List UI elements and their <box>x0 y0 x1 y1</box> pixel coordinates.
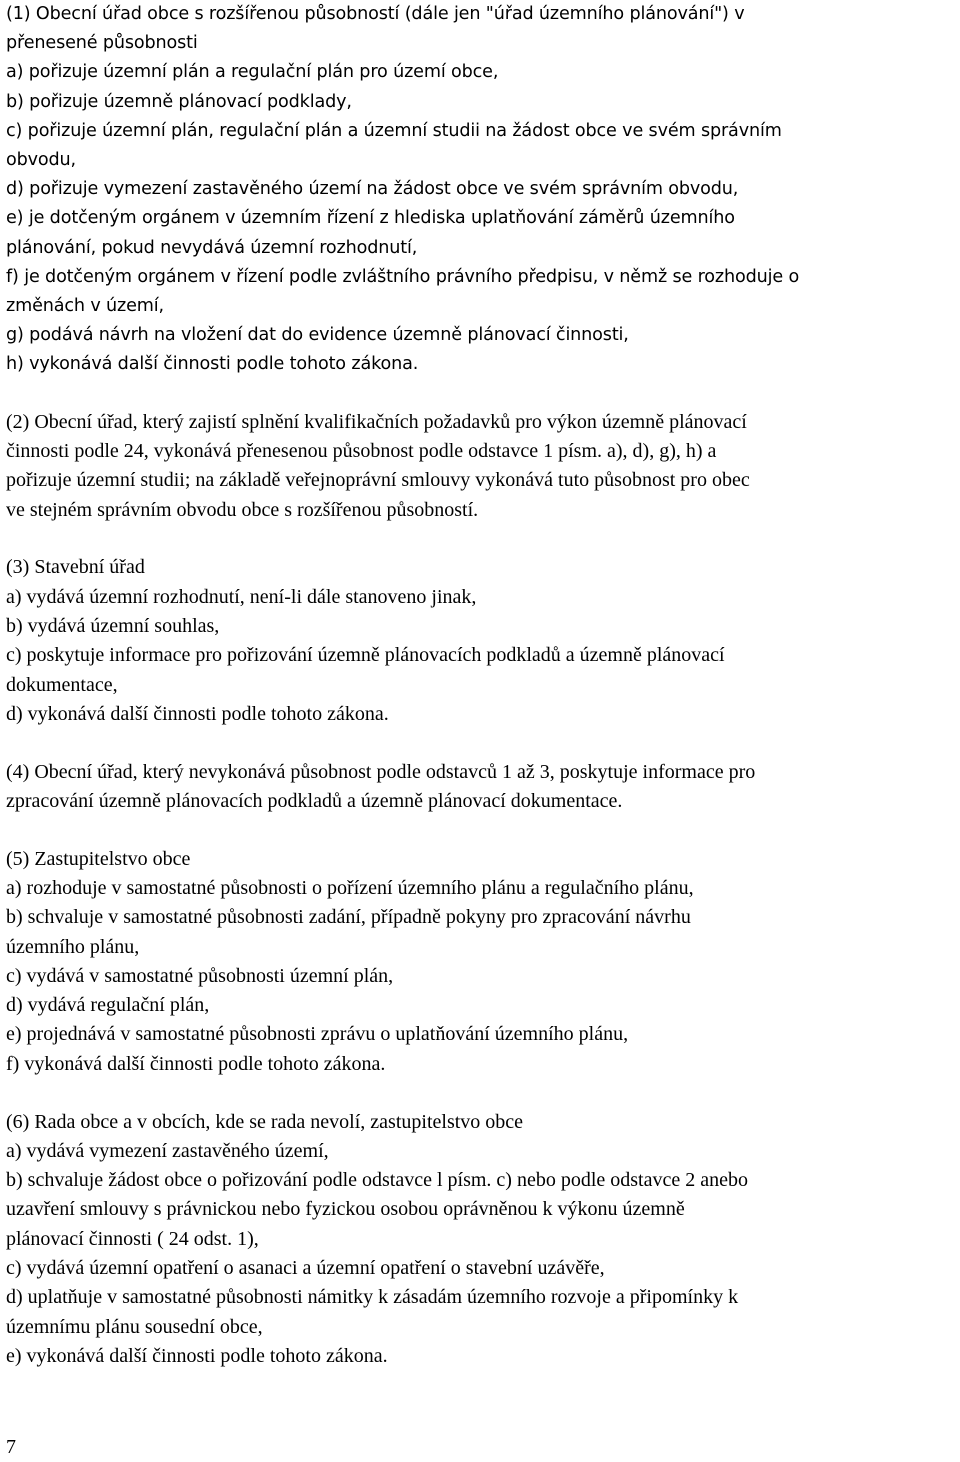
text-line: plánování, pokud nevydává územní rozhodnutí, <box>6 237 418 258</box>
text-line: (4) Obecní úřad, který nevykonává působnost podle odstavců 1 až 3, poskytuje informace pro <box>6 760 756 783</box>
text-line: a) pořizuje územní plán a regulační plán pro území obce, <box>6 62 499 83</box>
text-line: (1) Obecní úřad obce s rozšířenou působností (dále jen "úřad územního plánování") v <box>6 4 745 24</box>
text-line: b) schvaluje v samostatné působnosti zadání, případně pokyny pro zpracování návrhu <box>6 906 691 929</box>
text-line: b) pořizuje územně plánovací podklady, <box>6 91 352 112</box>
text-line: e) vykonává další činnosti podle tohoto zákona. <box>6 1344 388 1367</box>
text-line: zpracování územně plánovacích podkladů a územně plánovací dokumentace. <box>6 789 623 812</box>
text-line: d) vykonává další činnosti podle tohoto zákona. <box>6 702 389 725</box>
section-number: 7 <box>6 1436 16 1458</box>
text-line: změnách v území, <box>6 296 164 317</box>
paragraph-3 <box>6 553 958 729</box>
text-line: přenesené působnosti <box>6 33 198 54</box>
paragraph-6 <box>6 1108 958 1372</box>
text-line: a) vydává vymezení zastavěného území, <box>6 1139 329 1162</box>
text-line: územnímu plánu sousední obce, <box>6 1315 263 1338</box>
section-reference <box>6 1434 16 1460</box>
text-line: a) vydává územní rozhodnutí, není-li dále stanoveno jinak, <box>6 585 477 608</box>
text-line: plánovací činnosti ( 24 odst. 1), <box>6 1227 259 1250</box>
text-line: e) je dotčeným orgánem v územním řízení z hlediska uplatňování záměrů územního <box>6 208 735 229</box>
text-line: b) schvaluje žádost obce o pořizování podle odstavce l písm. c) nebo podle odstavce 2 anebo <box>6 1169 748 1192</box>
text-line: d) pořizuje vymezení zastavěného území na žádost obce ve svém správním obvodu, <box>6 179 739 200</box>
text-line: f) je dotčeným orgánem v řízení podle zvláštního právního předpisu, v němž se rozhoduje o <box>6 266 800 287</box>
text-line: pořizuje územní studii; na základě veřejnoprávní smlouvy vykonává tuto působnost pro obec <box>6 469 750 492</box>
text-line: f) vykonává další činnosti podle tohoto zákona. <box>6 1052 386 1075</box>
text-line: (2) Obecní úřad, který zajistí splnění kvalifikačních požadavků pro výkon územně plánovací <box>6 410 747 433</box>
document-page <box>6 0 958 1371</box>
text-line: činnosti podle 24, vykonává přenesenou působnost podle odstavce 1 písm. a), d), g), h) a <box>6 439 717 462</box>
text-line: územního plánu, <box>6 935 140 958</box>
text-line: c) vydává územní opatření o asanaci a územní opatření o stavební uzávěře, <box>6 1257 605 1280</box>
text-line: e) projednává v samostatné působnosti zprávu o uplatňování územního plánu, <box>6 1023 629 1046</box>
text-line: c) vydává v samostatné působnosti územní plán, <box>6 964 394 987</box>
text-line: dokumentace, <box>6 673 118 696</box>
text-line: (3) Stavební úřad <box>6 556 145 579</box>
text-line: g) podává návrh na vložení dat do evidence územně plánovací činnosti, <box>6 325 629 346</box>
text-line: b) vydává územní souhlas, <box>6 614 220 637</box>
text-line: h) vykonává další činnosti podle tohoto zákona. <box>6 354 419 375</box>
text-line: obvodu, <box>6 150 76 171</box>
paragraph-4 <box>6 758 958 817</box>
text-line: a) rozhoduje v samostatné působnosti o pořízení územního plánu a regulačního plánu, <box>6 877 694 899</box>
paragraph-2 <box>6 408 958 525</box>
text-line: (6) Rada obce a v obcích, kde se rada nevolí, zastupitelstvo obce <box>6 1110 524 1133</box>
text-line: c) pořizuje územní plán, regulační plán a územní studii na žádost obce ve svém správním <box>6 120 782 141</box>
text-line: uzavření smlouvy s právnickou nebo fyzickou osobou oprávněnou k výkonu územně <box>6 1198 685 1221</box>
text-line: ve stejném správním obvodu obce s rozšířenou působností. <box>6 498 479 521</box>
text-line: (5) Zastupitelstvo obce <box>6 847 191 870</box>
paragraph-1 <box>6 0 958 380</box>
text-line: d) vydává regulační plán, <box>6 994 210 1017</box>
paragraph-5 <box>6 845 958 1079</box>
text-line: c) poskytuje informace pro pořizování územně plánovacích podkladů a územně plánovací <box>6 644 725 667</box>
text-line: d) uplatňuje v samostatné působnosti námitky k zásadám územního rozvoje a připomínky k <box>6 1286 739 1309</box>
